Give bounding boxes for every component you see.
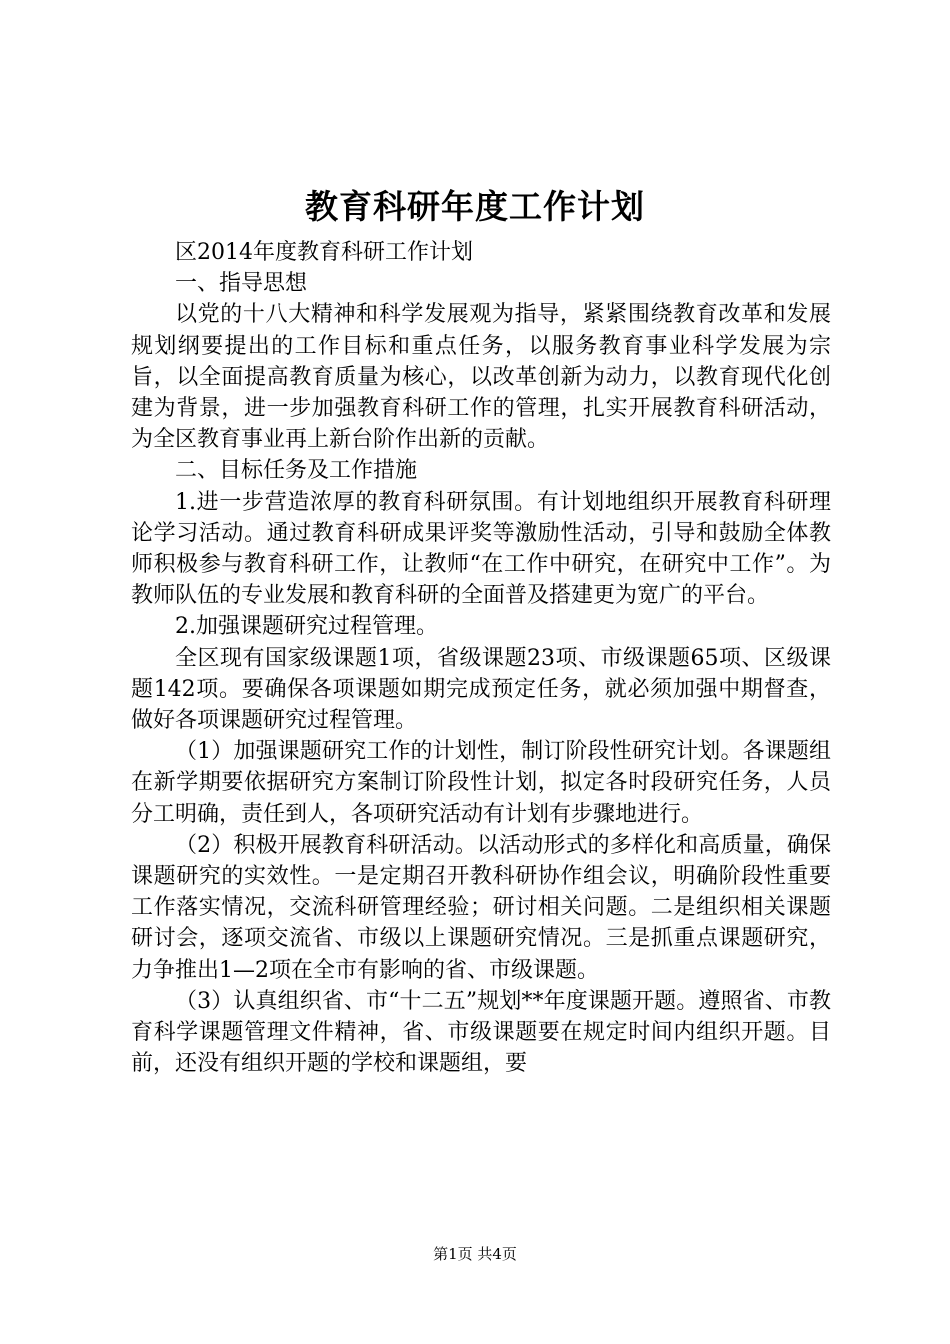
body-paragraph: （2）积极开展教育科研活动。以活动形式的多样化和高质量，确保课题研究的实效性。一是定期召开教科研协作组会议，明确阶段性重要工作落实情况，交流科研管理经验；研讨相关问题。二是组织相关课题研讨会，逐项交流省、市级以上课题研究情况。三是抓重点课题研究，力争推出1—2项在全市有影响的省、市级课题。 bbox=[131, 832, 831, 983]
document-title: 教育科研年度工作计划 bbox=[305, 187, 645, 226]
body-paragraph: （1）加强课题研究工作的计划性，制订阶段性研究计划。各课题组在新学期要依据研究方案制订阶段性计划，拟定各时段研究任务，人员分工明确，责任到人，各项研究活动有计划有步骤地进行。 bbox=[131, 739, 831, 827]
item-heading: 2.加强课题研究过程管理。 bbox=[175, 614, 438, 640]
section-heading-guiding-thought: 一、指导思想 bbox=[175, 271, 308, 297]
body-paragraph: 1.进一步营造浓厚的教育科研氛围。有计划地组织开展教育科研理论学习活动。通过教育科研成果评奖等激励性活动，引导和鼓励全体教师积极参与教育科研工作，让教师“在工作中研究，在研究中工作”。为教师队伍的专业发展和教育科研的全面普及搭建更为宽广的平台。 bbox=[131, 489, 831, 609]
subtitle-paragraph: 区2014年度教育科研工作计划 bbox=[175, 240, 473, 265]
body-paragraph: （3）认真组织省、市“十二五”规划**年度课题开题。遵照省、市教育科学课题管理文件精神，省、市级课题要在规定时间内组织开题。目前，还没有组织开题的学校和课题组，要 bbox=[131, 988, 831, 1077]
body-paragraph: 全区现有国家级课题1项，省级课题23项、市级课题65项、区级课题142项。要确保各项课题如期完成预定任务，就必须加强中期督查，做好各项课题研究过程管理。 bbox=[131, 645, 831, 734]
body-paragraph: 以党的十八大精神和科学发展观为指导，紧紧围绕教育改革和发展规划纲要提出的工作目标和重点任务，以服务教育事业科学发展为宗旨，以全面提高教育质量为核心，以改革创新为动力，以教育现代化创建为背景，进一步加强教育科研工作的管理，扎实开展教育科研活动，为全区教育事业再上新台阶作出新的贡献。 bbox=[131, 302, 831, 453]
section-heading-goals: 二、目标任务及工作措施 bbox=[175, 458, 418, 484]
document-body bbox=[131, 237, 831, 1079]
page-footer: 第1页 共4页 bbox=[433, 1245, 517, 1263]
